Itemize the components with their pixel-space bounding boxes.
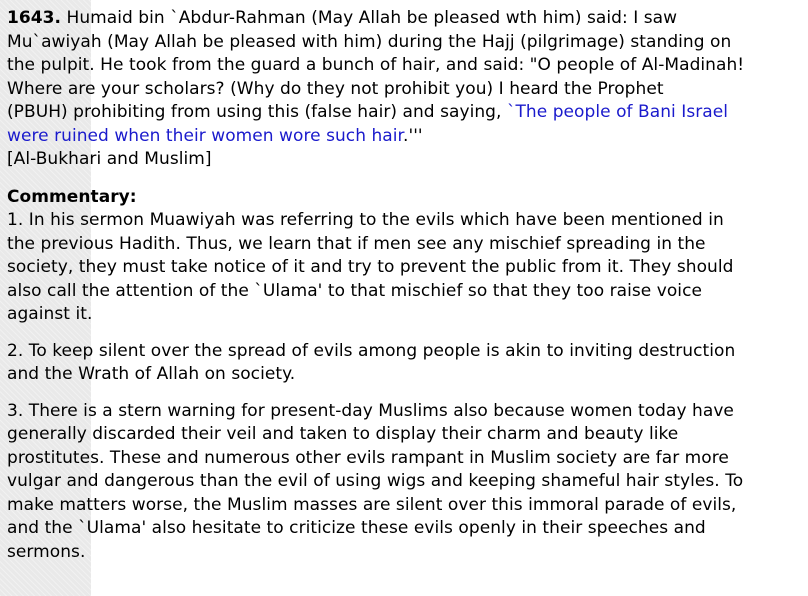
commentary-p3-line-1: 3. There is a stern warning for present-day Muslims also because women today have	[7, 400, 734, 421]
commentary-p3-line-5: make matters worse, the Muslim masses are silent over this immoral parade of evils,	[7, 494, 737, 515]
hadith-reference: [Al-Bukhari and Muslim]	[7, 149, 212, 169]
commentary-p1-line-5: against it.	[7, 304, 93, 324]
hadith-line-5: (PBUH) prohibiting from using this (false hair) and saying,	[7, 102, 507, 122]
hadith-document	[7, 7, 808, 564]
commentary-p1-line-2: the previous Hadith. Thus, we learn that if men see any mischief spreading in the	[7, 233, 706, 254]
prophet-quote-part-2: were ruined when their women wore such hair	[7, 125, 404, 146]
commentary-p1-line-1: 1. In his sermon Muawiyah was referring to the evils which have been mentioned in	[7, 210, 724, 230]
commentary-p3-line-6: and the `Ulama' also hesitate to criticize these evils openly in their speeches and	[7, 518, 706, 538]
commentary-p2-line-2: and the Wrath of Allah on society.	[7, 364, 296, 384]
hadith-line-6-end: .'''	[403, 125, 423, 146]
commentary-p2-line-1: 2. To keep silent over the spread of evils among people is akin to inviting destruction	[7, 340, 736, 361]
commentary-p3-line-4: vulgar and dangerous than the evil of using wigs and keeping shameful hair styles. To	[7, 471, 744, 491]
hadith-text	[7, 7, 808, 148]
prophet-quote-part-1: `The people of Bani Israel	[506, 102, 729, 122]
commentary-paragraph-3	[7, 400, 808, 565]
commentary-p1-line-4: also call the attention of the `Ulama' to that mischief so that they too raise voice	[7, 280, 702, 301]
hadith-line-1: Humaid bin `Abdur-Rahman (May Allah be pleased wth him) said: I saw	[66, 8, 678, 28]
commentary-p3-line-2: generally discarded their veil and taken to display their charm and beauty like	[7, 424, 679, 444]
commentary-p3-line-3: prostitutes. These and numerous other evils rampant in Muslim society are far more	[7, 447, 729, 468]
commentary-p1-line-3: society, they must take notice of it and try to prevent the public from it. They should	[7, 257, 734, 277]
hadith-line-4: Where are your scholars? (Why do they not prohibit you) I heard the Prophet	[7, 78, 664, 99]
hadith-line-2: Mu`awiyah (May Allah be pleased with him) during the Hajj (pilgrimage) standing on	[7, 31, 732, 52]
commentary-p3-line-7: sermons.	[7, 541, 86, 562]
commentary-paragraph-1	[7, 209, 808, 327]
commentary-paragraph-2	[7, 340, 808, 387]
commentary-heading: Commentary:	[7, 186, 137, 207]
hadith-line-3: the pulpit. He took from the guard a bunch of hair, and said: "O people of Al-Madinah!	[7, 55, 745, 75]
hadith-number: 1643.	[7, 8, 62, 28]
